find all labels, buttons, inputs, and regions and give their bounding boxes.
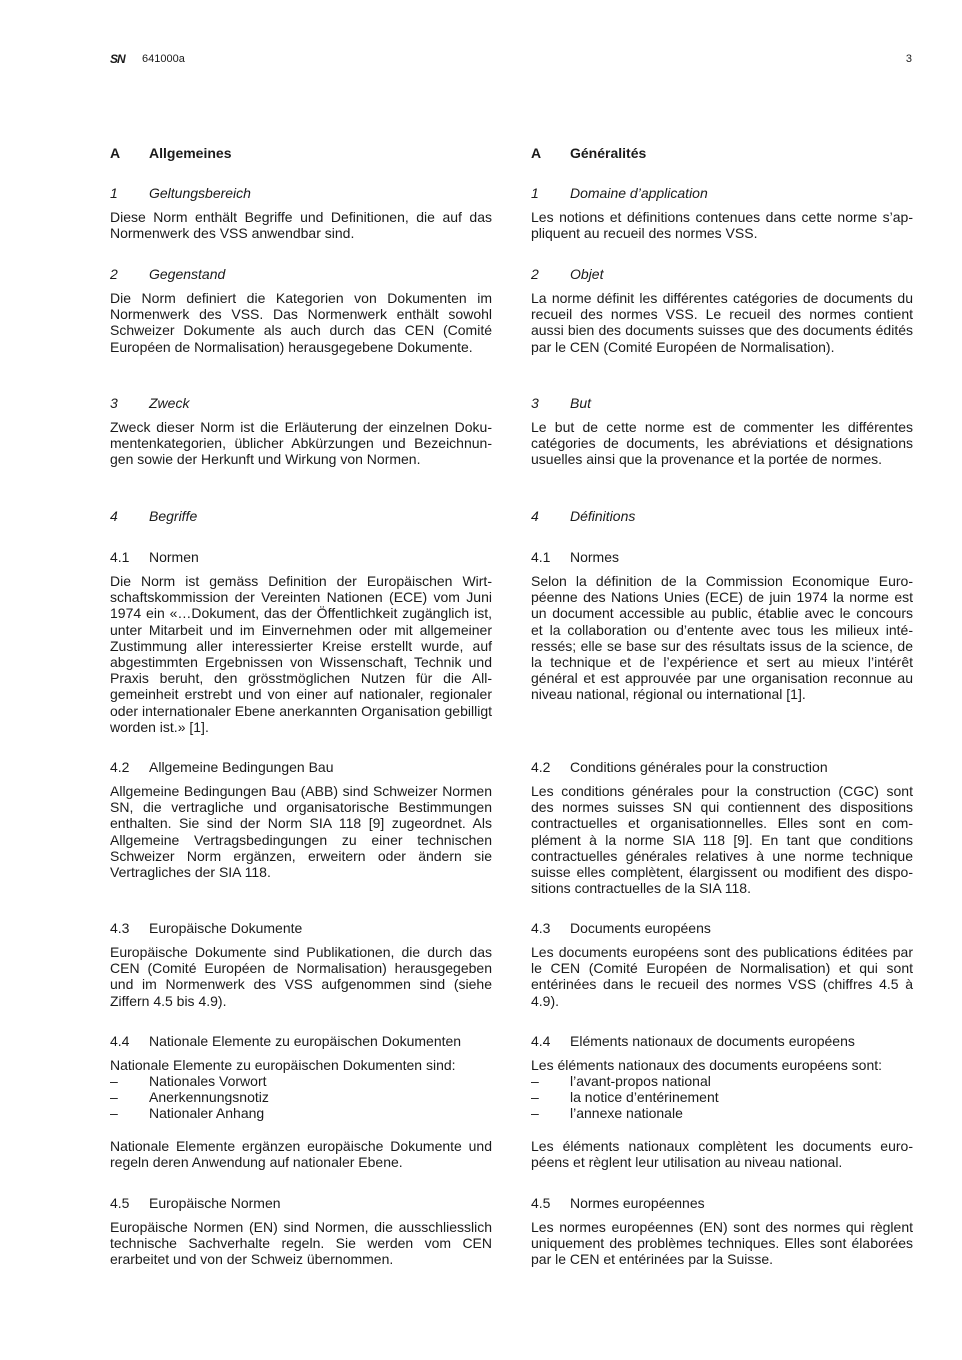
list-item: – Nationaler Anhang (110, 1105, 265, 1122)
list-item: – l’avant-propos national (531, 1073, 711, 1089)
list-item: – l’annexe nationale (531, 1105, 683, 1122)
page-number: 3 (905, 53, 912, 65)
list-national-elements (531, 1073, 913, 1122)
paragraph-4-5: Les normes européennes (EN) sont des normes qui règlent uniquement des problèmes techniques. Elles sont élaborées par le CEN et entérinées par la Suisse. (531, 1219, 913, 1268)
paragraph-4-4-intro: Les éléments nationaux des documents européens sont: (531, 1057, 883, 1073)
paragraph-2: Die Norm definiert die Kategorien von Dokumenten im Normenwerk des VSS. Das Normenwerk enthält sowohl Schweizer Dokumente als auch durch das CEN (Comité Européen de Normalisation) herausgegebene Dokumente. (110, 290, 492, 355)
paragraph-4-1: Die Norm ist gemäss Definition der Europäischen Wirtschaftskommission der Vereinten Nationen (ECE) vom Juni 1974 ein «…Dokument, das der Öffentlichkeit zugänglich ist, unter Mitarbeit und im Einvernehmen oder mit allgemeiner Zustimmung aller interessierter Kreise erstellt wurde, auf abgestimmten Ergebnissen von Wissenschaft, Technik und Praxis beruht, den grösstmöglichen Nutzen für die Allgemeinheit erstrebt und von einer auf nationaler, regionaler oder internationaler Ebene anerkannten Organisation gebilligt worden ist.» [1]. (110, 573, 492, 735)
paragraph-2: La norme définit les différentes catégories de documents du recueil des normes VSS. Le recueil des normes contient aussi bien des documents suisses que des documents édités par le CEN (Comité Européen de Normalisation). (531, 290, 913, 355)
paragraph-3: Le but de cette norme est de commenter les différentes catégories de documents, les abréviations et désignations usuelles ainsi que la provenance et la portée de normes. (531, 419, 913, 468)
paragraph-4-3: Les documents européens sont des publications éditées par le CEN (Comité Européen de Normalisation) et qui sont entérinées dans le recueil des normes VSS (chiffres 4.5 à 4.9). (531, 944, 913, 1009)
paragraph-4-5: Europäische Normen (EN) sind Normen, die ausschliesslich technische Sachverhalte regeln. Sie werden vom CEN erarbeitet und von der Schweiz übernommen. (110, 1219, 492, 1268)
paragraph-4-2: Allgemeine Bedingungen Bau (ABB) sind Schweizer Normen SN, die vertragliche und organisatorische Bestimmungen enthalten. Sie sind der Norm SIA 118 [9] zugeordnet. Als Allgemeine Vertragsbedingungen zu einer technischen Schweizer Norm ergänzen, erweitern oder ändern sie Vertragliches der SIA 118. (110, 783, 492, 881)
paragraph-4-2: Les conditions générales pour la construction (CGC) sont des normes suisses SN qui contiennent des dispositions contractuelles et organisationnelles. Elles sont en complément à la norme SIA 118 [9]. En tant que conditions contractuelles générales relatives à une norme technique suisse elles complètent, élargissent ou modifient des dispositions contractuelles de la SIA 118. (531, 783, 913, 897)
list-item: – la notice d’entérinement (531, 1089, 719, 1106)
paragraph-4-4-outro: Nationale Elemente ergänzen europäische Dokumente und regeln deren Anwendung auf nationaler Ebene. (110, 1138, 492, 1171)
page-header (110, 52, 912, 68)
paragraph-1: Les notions et définitions contenues dans cette norme s’appliquent au recueil des normes VSS. (531, 209, 913, 242)
paragraph-4-1: Selon la définition de la Commission Economique Européenne des Nations Unies (ECE) de juin 1974 la norme est un document accessible au public, établie avec le concours et la collaboration ou d’entente avec tous les milieux intéressés; elle se base sur des résultats issus de la science, de la technique et de l’expérience et sert au mieux l’intérêt général et est approuvée par une organisation reconnue au niveau national, régional ou international [1]. (531, 573, 913, 703)
paragraph-3: Zweck dieser Norm ist die Erläuterung der einzelnen Dokumentenkategorien, üblicher Abkürzungen und Bezeichnungen sowie der Herkunft und Wirkung von Normen. (110, 419, 492, 468)
document-number: 641000a (142, 53, 185, 65)
list-national-elements (110, 1073, 492, 1122)
paragraph-4-4-outro: Les éléments nationaux complètent les documents européens et règlent leur utilisation au niveau national. (531, 1138, 913, 1171)
paragraph-1: Diese Norm enthält Begriffe und Definitionen, die auf das Normenwerk des VSS anwendbar sind. (110, 209, 492, 242)
list-item: – Anerkennungsnotiz (110, 1089, 269, 1106)
paragraph-4-3: Europäische Dokumente sind Publikationen, die durch das CEN (Comité Européen de Normalisation) herausgegeben und im Normenwerk des VSS aufgenommen sind (siehe Ziffern 4.5 bis 4.9). (110, 944, 492, 1009)
paragraph-4-4-intro: Nationale Elemente zu europäischen Dokumenten sind: (110, 1057, 456, 1073)
sn-logo: SN (110, 52, 125, 66)
list-item: – Nationales Vorwort (110, 1073, 267, 1089)
